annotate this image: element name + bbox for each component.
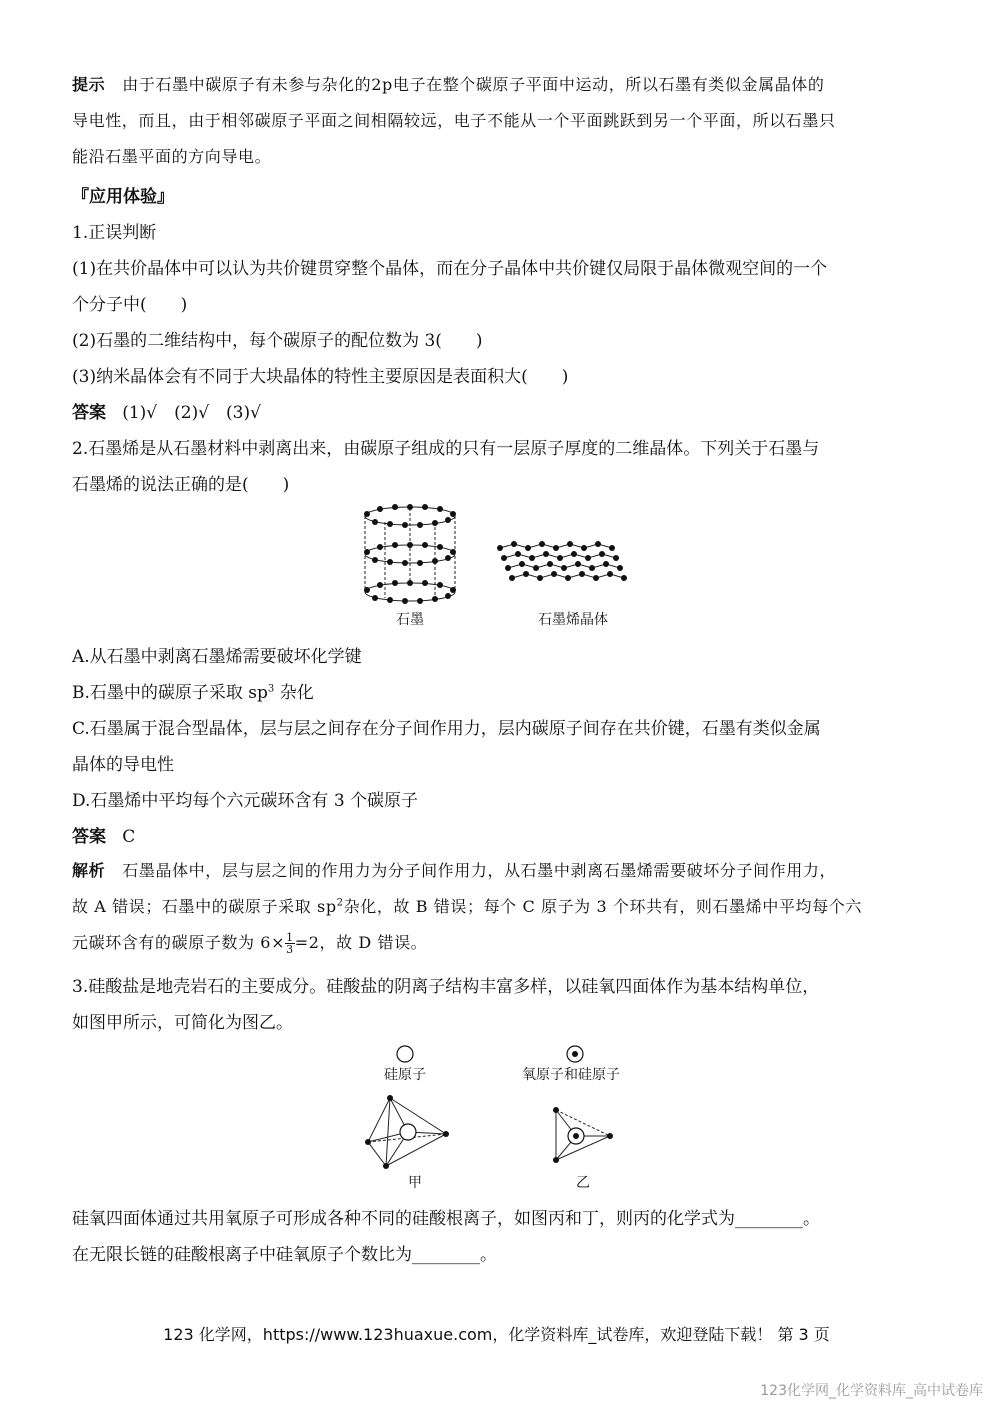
hint-text-1: 由于石墨中碳原子有未参与杂化的2p电子在整个碳原子平面中运动，所以石墨有类似金属晶体的 bbox=[122, 75, 825, 94]
q2-option-c-1: C.石墨属于混合型晶体，层与层之间存在分子间作用力，层内碳原子间存在共价键，石墨有类似金属 bbox=[72, 719, 821, 739]
hint-line-1 bbox=[72, 72, 825, 95]
q1-answer-text: (1)√ (2)√ (3)√ bbox=[122, 403, 261, 423]
q2-analysis-2-post: 杂化，故 B 错误；每个 C 原子为 3 个环共有，则石墨烯中平均每个六 bbox=[343, 897, 862, 916]
hint-line-2: 导电性，而且，由于相邻碳原子平面之间相隔较远，电子不能从一个平面跳跃到另一个平面，所以石墨只 bbox=[72, 111, 836, 130]
q2-analysis-2-sup: 2 bbox=[336, 897, 344, 909]
q2-analysis-1 bbox=[72, 858, 836, 881]
q2-option-a: A.从石墨中剥离石墨烯需要破坏化学键 bbox=[72, 647, 362, 667]
q2-option-b-text: B.石墨中的碳原子采取 sp bbox=[72, 683, 268, 703]
q3-question-2: 在无限长链的硅酸根离子中硅氧原子个数比为________。 bbox=[72, 1245, 497, 1265]
tetrahedron-yi-figure bbox=[546, 1102, 618, 1168]
legend-oxygen-silicon: 氧原子和硅原子 bbox=[522, 1067, 620, 1083]
q2-analysis-text-1: 石墨晶体中，层与层之间的作用力为分子间作用力，从石墨中剥离石墨烯需要破坏分子间作用力， bbox=[122, 861, 837, 880]
q1-answer bbox=[72, 398, 261, 423]
graphite-figure bbox=[350, 502, 470, 610]
legend-silicon: 硅原子 bbox=[384, 1067, 426, 1083]
q3-stem-2: 如图甲所示，可简化为图乙。 bbox=[72, 1013, 293, 1033]
q2-analysis-label: 解析 bbox=[72, 861, 106, 880]
q1-statement-2: (2)石墨的二维结构中，每个碳原子的配位数为 3( ) bbox=[72, 331, 483, 351]
q2-option-b-sup: 3 bbox=[267, 683, 275, 695]
fraction-numerator: 1 bbox=[286, 931, 294, 944]
q2-option-d: D.石墨烯中平均每个六元碳环含有 3 个碳原子 bbox=[72, 791, 419, 811]
q1-statement-3: (3)纳米晶体会有不同于大块晶体的特性主要原因是表面积大( ) bbox=[72, 367, 569, 387]
q3-stem-1: 3.硅酸盐是地壳岩石的主要成分。硅酸盐的阴离子结构丰富多样，以硅氧四面体作为基本结构单位， bbox=[72, 977, 820, 997]
fraction-denominator: 3 bbox=[286, 943, 294, 956]
q1-title: 1.正误判断 bbox=[72, 223, 157, 243]
q2-stem-2: 石墨烯的说法正确的是( ) bbox=[72, 475, 290, 495]
q2-answer bbox=[72, 822, 135, 847]
figure-jia-label: 甲 bbox=[408, 1175, 422, 1191]
q3-question-1: 硅氧四面体通过共用氧原子可形成各种不同的硅酸根离子，如图丙和丁，则丙的化学式为________。 bbox=[72, 1209, 820, 1229]
q2-analysis-3-pre: 元碳环含有的碳原子数为 6× bbox=[72, 933, 286, 952]
q2-analysis-2-pre: 故 A 错误；石墨中的碳原子采取 sp bbox=[72, 897, 337, 916]
q2-option-b bbox=[72, 678, 314, 703]
graphite-caption: 石墨 bbox=[396, 612, 424, 628]
graphene-figure bbox=[494, 540, 636, 590]
hint-line-3: 能沿石墨平面的方向导电。 bbox=[72, 147, 272, 166]
q2-option-c-2: 晶体的导电性 bbox=[72, 755, 174, 775]
figure-yi-label: 乙 bbox=[576, 1175, 590, 1191]
q2-answer-label: 答案 bbox=[72, 827, 106, 847]
hint-label: 提示 bbox=[72, 75, 106, 94]
q2-option-b-post: 杂化 bbox=[274, 683, 314, 703]
q2-stem-1: 2.石墨烯是从石墨材料中剥离出来，由碳原子组成的只有一层原子厚度的二维晶体。下列关于石墨与 bbox=[72, 439, 820, 459]
graphene-caption: 石墨烯晶体 bbox=[538, 612, 608, 628]
oxygen-silicon-atom-icon bbox=[565, 1044, 585, 1064]
q2-analysis-3-post: =2，故 D 错误。 bbox=[294, 933, 428, 952]
silicon-atom-icon bbox=[395, 1044, 415, 1064]
watermark: 123化学网_化学资料库_高中试卷库 bbox=[760, 1383, 983, 1399]
section-title: 『应用体验』 bbox=[72, 187, 174, 207]
page-footer: 123 化学网，https://www.123huaxue.com，化学资料库_试卷库，欢迎登陆下载！ 第 3 页 bbox=[163, 1325, 830, 1344]
q2-answer-text: C bbox=[122, 827, 136, 847]
fraction bbox=[285, 932, 295, 955]
q2-analysis-2 bbox=[72, 894, 862, 917]
q1-answer-label: 答案 bbox=[72, 403, 106, 423]
q1-statement-1b: 个分子中( ) bbox=[72, 295, 188, 315]
q2-analysis-3 bbox=[72, 930, 427, 955]
tetrahedron-jia-figure bbox=[362, 1092, 454, 1172]
q1-statement-1a: (1)在共价晶体中可以认为共价键贯穿整个晶体，而在分子晶体中共价键仅局限于晶体微观空间的一个 bbox=[72, 259, 828, 279]
